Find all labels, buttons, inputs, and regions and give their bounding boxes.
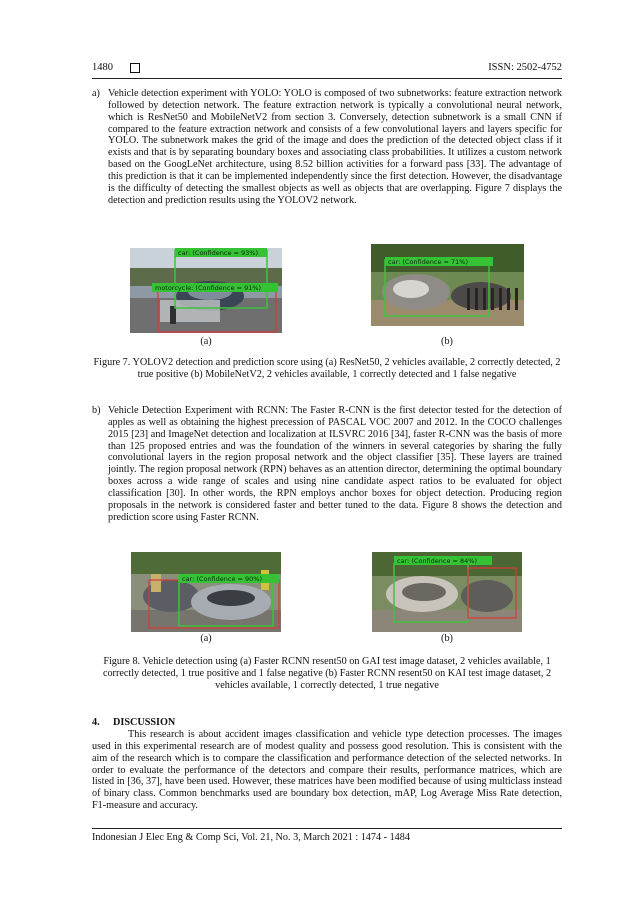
page-header <box>92 61 562 75</box>
paragraph-a-label: a) <box>92 88 100 99</box>
section-title: DISCUSSION <box>113 717 176 728</box>
figure7-photo-b <box>371 244 524 326</box>
section-number: 4. <box>92 717 100 728</box>
footer-rule <box>92 828 562 829</box>
figure7-image-a <box>130 248 282 333</box>
figure8-a-label: (a) <box>200 633 212 644</box>
figure8-photo-a <box>131 552 281 632</box>
discussion-paragraph: This research is about accident images classification and vehicle type detection processes. The images used in this experimental research are of modest quality and possess good resolution. This is consistent with the aim of the research which is to compare the classification and performance detection of the selected networks. In order to evaluate the performance of the detectors and compare their results, performance matrices, which are listed in [36, 37], have been used. However, these matrices have been modified because of using multiclass instead of binary class. Common benchmarks used are boundary box detection, mAP, Log Average Miss Rate detection, F1-measure and accuracy. <box>92 729 562 812</box>
page-number: 1480 <box>92 62 113 73</box>
figure7-photo-a <box>130 248 282 333</box>
figure8-photo-b <box>372 552 522 632</box>
figure7-b-label: (b) <box>441 336 453 347</box>
figure8-b-label: (b) <box>441 633 453 644</box>
issn: ISSN: 2502-4752 <box>488 62 562 73</box>
figure7-a-box2-label: motorcycle: (Confidence = 91%) <box>155 284 262 292</box>
figure7-b-box1-label: car: (Confidence = 71%) <box>388 258 469 266</box>
paragraph-a-text: Vehicle detection experiment with YOLO: YOLO is composed of two subnetworks: feature extraction network followed by detection network. The feature extraction network is typically a convolutional neural network, which is ResNet50 and MobileNetV2 from section 3. Conversely, detection subnetwork is a small CNN if compared to the feature extraction network and consists of a few convolutional layers and layers specific for YOLO. The subnetwork makes the grid of the image and does the prediction of the detected object class if it exists and that is by separating boundary boxes and associating class probabilities. It utilizes a custom network based on the GoogLeNet architecture, using 8.52 billion activities for a forward pass [33]. The advantage of this prediction is that it can be implemented independently since the first detection. However, the disadvantage is the difficulty of detecting the smallest objects as well as objects that are overlapping. Figure 7 displays the detection and prediction results using the YOLOV2 network. <box>108 88 562 206</box>
paragraph-b-text: Vehicle Detection Experiment with RCNN: The Faster R-CNN is the first detector tested for the detection of apples as well as obtaining the highest precession of PASCAL VOC 2007 and 2012. In the COCO challenges 2015 [23] and ImageNet detection and localization at ILSVRC 2016 [34], faster R-CNN was the basis of more than 125 proposed entries and was the foundation of the winners in several categories by sharing the fully convolutional layers in the region proposal network and the object classifier [35]. These layers are trained jointly. The region proposal network (RPN) behaves as an attention director, determining the optimal boundary boxes across a wide range of scales and using nine candidate aspect ratios to be evaluated for object classification [30]. In other words, the RPN employs anchor boxes for object detection. Producing region proposals in the network is considered faster and better tuned to the data. Figure 8 shows the detection and prediction score using Faster RCNN. <box>108 405 562 523</box>
figure8-image-a <box>131 552 281 632</box>
paragraph-b <box>92 405 562 523</box>
figure7-a-label: (a) <box>200 336 212 347</box>
figure8-b-box1-label: car: (Confidence = 84%) <box>397 557 478 565</box>
paragraph-a <box>92 88 562 206</box>
figure8-image-b <box>372 552 522 632</box>
figure8-caption: Figure 8. Vehicle detection using (a) Faster RCNN resent50 on GAI test image dataset, 2 vehicles available, 1 correctly detected, 1 true positive and 1 false negative (b) Faster RCNN resent50 on KAI test image dataset, 2 vehicles available, 1 correctly detected, 1 true negative <box>102 656 552 691</box>
page-footer: Indonesian J Elec Eng & Comp Sci, Vol. 21, No. 3, March 2021 : 1474 - 1484 <box>92 832 410 843</box>
header-rule <box>92 78 562 79</box>
paragraph-b-label: b) <box>92 405 101 416</box>
figure7-image-b <box>371 244 524 326</box>
square-icon <box>130 63 140 73</box>
figure7-caption: Figure 7. YOLOV2 detection and prediction score using (a) ResNet50, 2 vehicles available, 2 correctly detected, 2 true positive (b) MobileNetV2, 2 vehicles available, 1 correctly detected and 1 false negative <box>93 357 561 380</box>
figure7-a-box1-label: car: (Confidence = 93%) <box>178 249 259 257</box>
figure8-a-box1-label: car: (Confidence = 90%) <box>182 575 263 583</box>
